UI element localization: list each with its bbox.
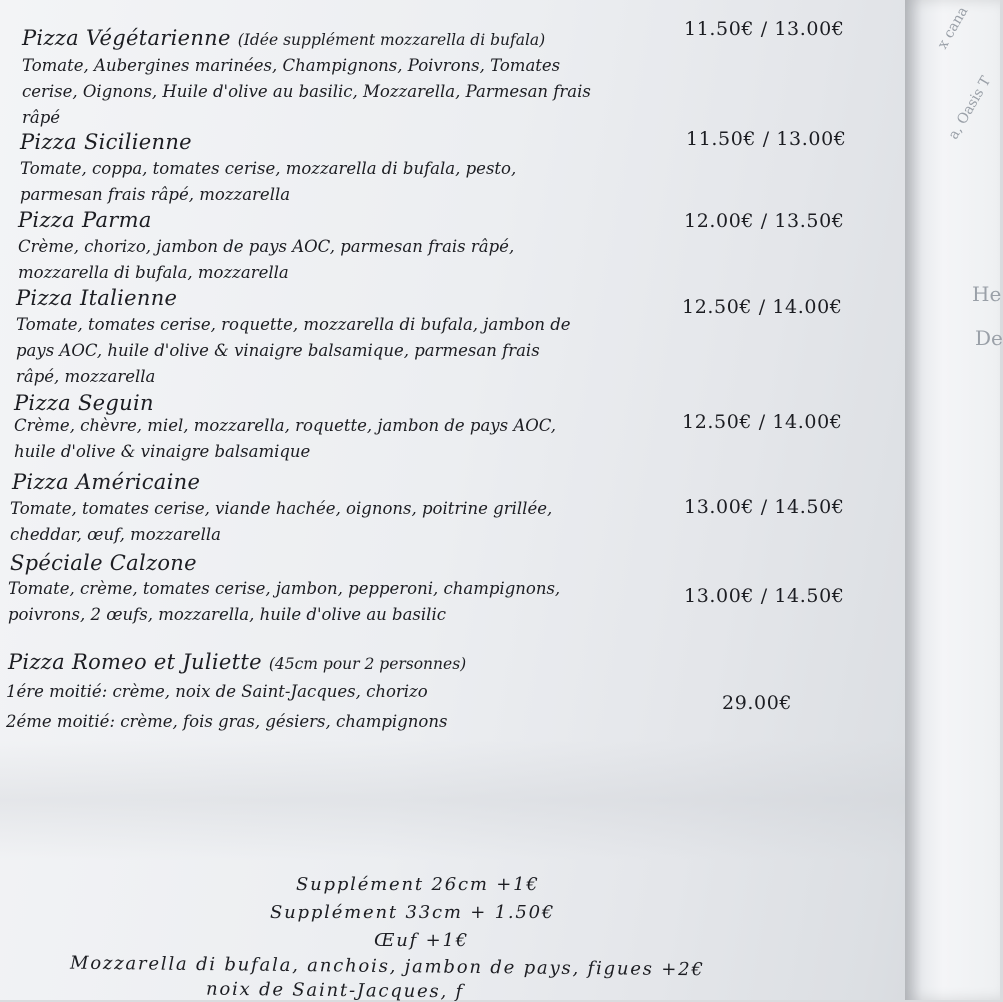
item-name bbox=[20, 130, 192, 154]
item-price: 12.50€ / 14.00€ bbox=[682, 411, 843, 433]
item-price: 12.50€ / 14.00€ bbox=[682, 296, 843, 318]
item-price: 13.00€ / 14.50€ bbox=[684, 585, 845, 607]
item-note: (Idée supplément mozzarella di bufala) bbox=[237, 31, 546, 49]
description-line: râpé bbox=[22, 108, 61, 127]
item-price: 29.00€ bbox=[722, 692, 793, 714]
description-line: pays AOC, huile d'olive & vinaigre balsamique, parmesan frais bbox=[16, 341, 540, 360]
item-name bbox=[22, 26, 545, 50]
item-price: 13.00€ / 14.50€ bbox=[684, 496, 845, 518]
item-price: 12.00€ / 13.50€ bbox=[684, 210, 845, 232]
description-line: Tomate, tomates cerise, roquette, mozzarella di bufala, jambon de bbox=[16, 315, 571, 334]
next-page-edge bbox=[905, 0, 1000, 1000]
item-name bbox=[18, 208, 152, 232]
description-line: Crème, chorizo, jambon de pays AOC, parmesan frais râpé, bbox=[18, 237, 515, 256]
item-price: 11.50€ / 13.00€ bbox=[686, 128, 847, 150]
edge-fragment: De bbox=[975, 326, 1003, 350]
item-description bbox=[20, 156, 516, 208]
description-line: Tomate, Aubergines marinées, Champignons, Poivrons, Tomates bbox=[22, 56, 561, 75]
item-description bbox=[16, 312, 571, 390]
description-line: 2éme moitié: crème, fois gras, gésiers, champignons bbox=[6, 712, 448, 731]
item-description bbox=[8, 576, 560, 628]
item-name bbox=[16, 286, 177, 310]
item-price: 11.50€ / 13.00€ bbox=[684, 18, 845, 40]
item-title: Pizza Américaine bbox=[12, 470, 201, 494]
item-name bbox=[8, 650, 466, 674]
item-title: Spéciale Calzone bbox=[10, 551, 197, 575]
supplement-line: Mozzarella di bufala, anchois, jambon de pays, figues +2€ bbox=[69, 952, 705, 981]
supplement-line: noix de Saint-Jacques, f bbox=[205, 978, 465, 1002]
edge-fragment: x cana bbox=[934, 4, 972, 52]
item-title: Pizza Seguin bbox=[14, 391, 154, 415]
bleed-through-shadow bbox=[0, 740, 905, 860]
item-description bbox=[18, 234, 514, 286]
supplement-line: Œuf +1€ bbox=[374, 930, 470, 951]
description-line: râpé, mozzarella bbox=[16, 367, 156, 386]
item-title: Pizza Parma bbox=[18, 208, 152, 232]
description-line: Crème, chèvre, miel, mozzarella, roquette, jambon de pays AOC, bbox=[14, 416, 557, 435]
item-title: Pizza Végétarienne bbox=[22, 26, 231, 50]
description-line: Tomate, coppa, tomates cerise, mozzarella di bufala, pesto, bbox=[20, 159, 517, 178]
item-note: (45cm pour 2 personnes) bbox=[268, 655, 467, 673]
description-line: Tomate, crème, tomates cerise, jambon, pepperoni, champignons, bbox=[8, 579, 561, 598]
description-line: 1ére moitié: crème, noix de Saint-Jacques, chorizo bbox=[6, 682, 428, 701]
description-line: mozzarella di bufala, mozzarella bbox=[18, 263, 289, 282]
item-name bbox=[14, 391, 154, 415]
item-name bbox=[12, 470, 200, 494]
description-line: cerise, Oignons, Huile d'olive au basilic, Mozzarella, Parmesan frais bbox=[22, 82, 591, 101]
supplement-line: Supplément 26cm +1€ bbox=[296, 874, 540, 895]
edge-fragment: He bbox=[972, 282, 1002, 306]
item-description bbox=[22, 53, 591, 131]
description-line: Tomate, tomates cerise, viande hachée, oignons, poitrine grillée, bbox=[10, 499, 553, 518]
item-title: Pizza Sicilienne bbox=[20, 130, 192, 154]
edge-fragment: a, Oasis T bbox=[945, 73, 995, 143]
description-line: huile d'olive & vinaigre balsamique bbox=[14, 442, 311, 461]
item-description bbox=[10, 496, 552, 548]
supplement-line: Supplément 33cm + 1.50€ bbox=[270, 902, 556, 923]
item-title: Pizza Romeo et Juliette bbox=[8, 650, 262, 674]
item-description bbox=[6, 677, 447, 737]
description-line: poivrons, 2 œufs, mozzarella, huile d'olive au basilic bbox=[8, 605, 446, 624]
item-description bbox=[14, 413, 556, 465]
item-title: Pizza Italienne bbox=[16, 286, 178, 310]
description-line: cheddar, œuf, mozzarella bbox=[10, 525, 221, 544]
item-name bbox=[10, 551, 197, 575]
description-line: parmesan frais râpé, mozzarella bbox=[20, 185, 291, 204]
